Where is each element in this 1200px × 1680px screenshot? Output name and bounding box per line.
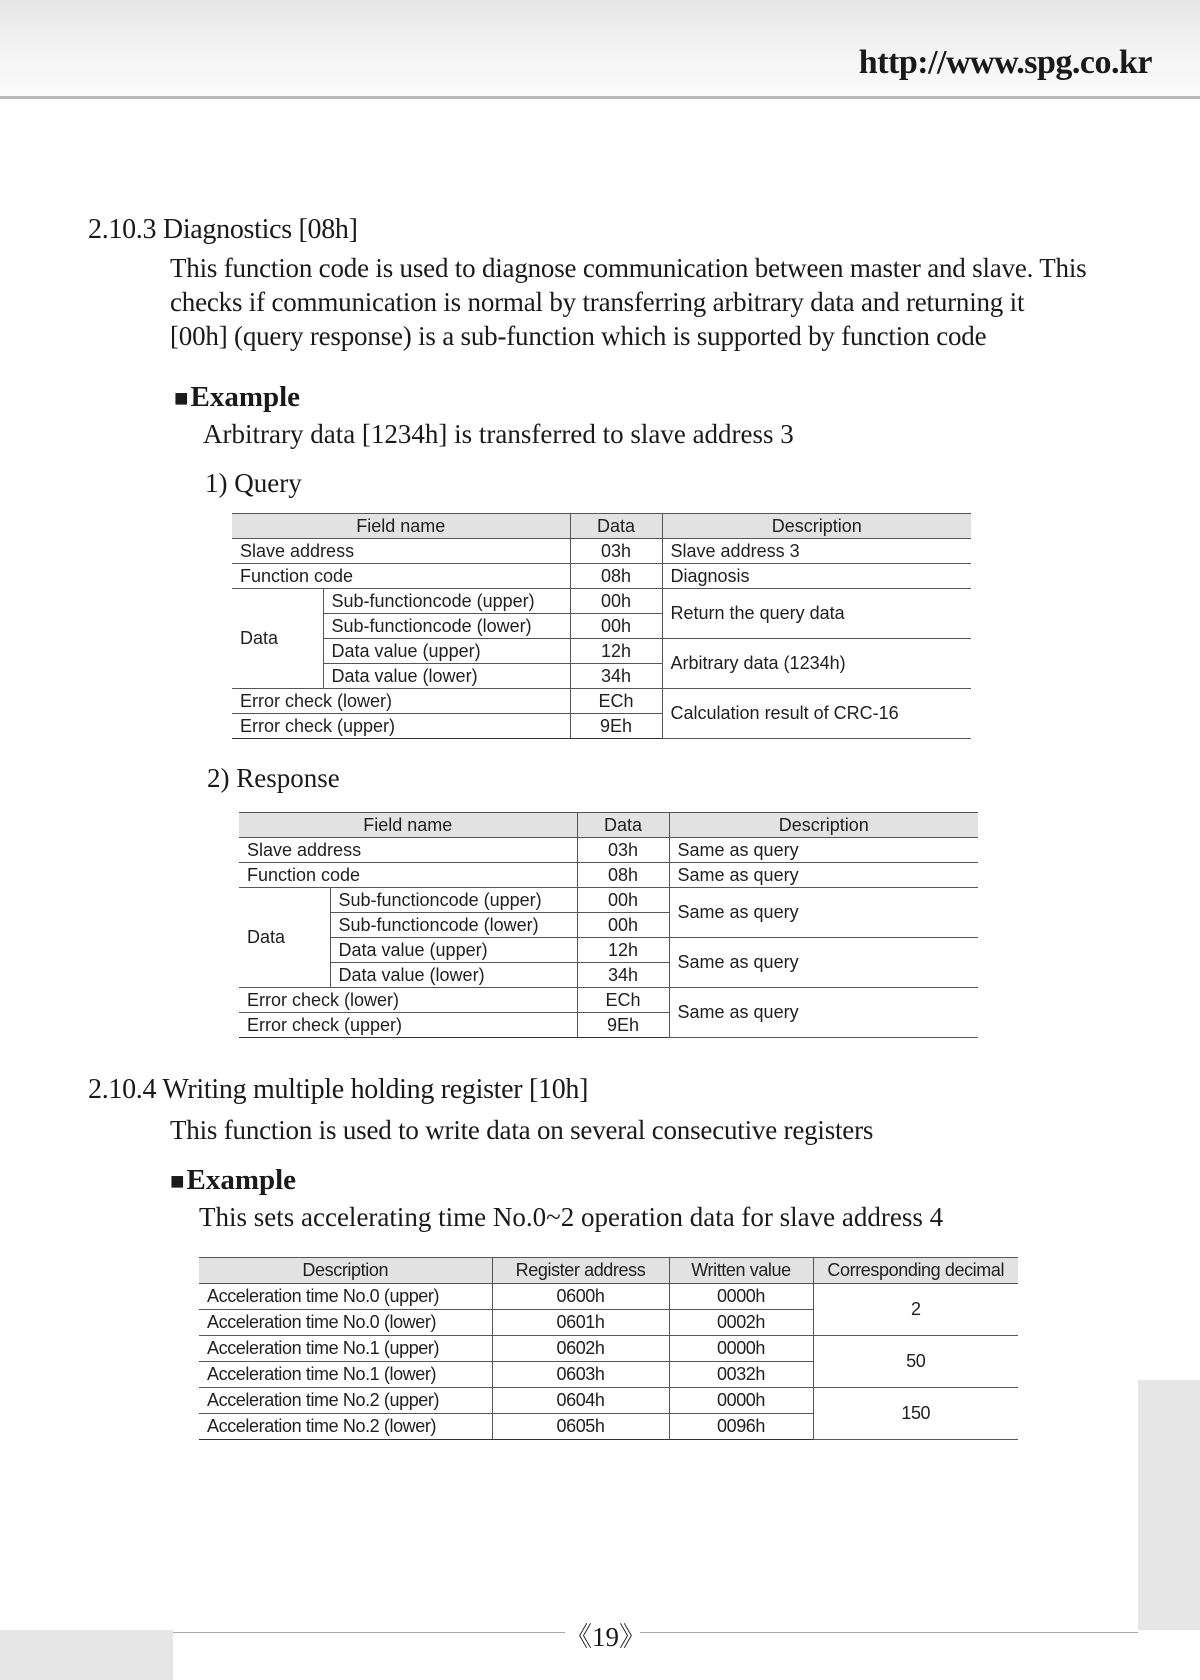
example-text: This sets accelerating time No.0~2 operation data for slave address 4 [199, 1202, 944, 1232]
register-table [199, 1257, 1018, 1440]
response-title: 2) Response [207, 763, 340, 793]
field-cell: Data value (upper) [323, 639, 570, 664]
description-cell: Same as query [669, 863, 978, 888]
description-cell: Acceleration time No.0 (lower) [199, 1310, 492, 1336]
description-cell: Calculation result of CRC-16 [662, 689, 971, 739]
footer-rule [640, 1632, 1138, 1633]
example-label [170, 1164, 296, 1197]
decimal-cell: 50 [813, 1336, 1018, 1388]
website-url: http://www.spg.co.kr [858, 44, 1152, 81]
table-row [199, 1284, 1018, 1310]
table-row [199, 1336, 1018, 1362]
description-cell: Same as query [669, 838, 978, 863]
column-header: Description [662, 514, 971, 539]
section-heading-diagnostics: 2.10.3 Diagnostics [08h] [88, 214, 358, 245]
field-cell: Data value (lower) [323, 664, 570, 689]
page-number: 《19》 [565, 1622, 646, 1652]
register-address-cell: 0600h [492, 1284, 669, 1310]
description-cell: Same as query [669, 988, 978, 1038]
field-cell: Function code [239, 863, 577, 888]
register-address-cell: 0602h [492, 1336, 669, 1362]
field-cell: Sub-functioncode (upper) [330, 888, 577, 913]
table-header-row [199, 1258, 1018, 1284]
written-value-cell: 0000h [669, 1284, 813, 1310]
written-value-cell: 0002h [669, 1310, 813, 1336]
paragraph-line: This function code is used to diagnose communication between master and slave. This [170, 253, 1087, 283]
written-value-cell: 0096h [669, 1414, 813, 1440]
table-row [239, 888, 978, 913]
data-cell: 00h [570, 589, 662, 614]
data-cell: 03h [570, 539, 662, 564]
footer-rule [173, 1632, 565, 1633]
data-cell: 9Eh [577, 1013, 669, 1038]
register-address-cell: 0601h [492, 1310, 669, 1336]
section-heading-writing-registers: 2.10.4 Writing multiple holding register [10h] [88, 1074, 589, 1105]
description-cell: Arbitrary data (1234h) [662, 639, 971, 689]
table-row [232, 539, 971, 564]
data-group-cell: Data [239, 888, 330, 988]
data-group-cell: Data [232, 589, 323, 689]
written-value-cell: 0000h [669, 1336, 813, 1362]
data-cell: ECh [577, 988, 669, 1013]
description-cell: Diagnosis [662, 564, 971, 589]
square-bullet-icon: ■ [174, 386, 189, 412]
data-cell: ECh [570, 689, 662, 714]
field-cell: Error check (lower) [239, 988, 577, 1013]
field-cell: Slave address [232, 539, 570, 564]
field-cell: Error check (upper) [232, 714, 570, 739]
column-header: Description [199, 1258, 492, 1284]
column-header: Description [669, 813, 978, 838]
table-header-row [239, 813, 978, 838]
column-header: Register address [492, 1258, 669, 1284]
table-row [239, 988, 978, 1013]
query-table [232, 513, 971, 739]
description-cell: Acceleration time No.1 (lower) [199, 1362, 492, 1388]
table-row [232, 589, 971, 614]
description-cell: Slave address 3 [662, 539, 971, 564]
data-cell: 34h [577, 963, 669, 988]
description-cell: Acceleration time No.2 (lower) [199, 1414, 492, 1440]
data-cell: 12h [570, 639, 662, 664]
data-cell: 12h [577, 938, 669, 963]
column-header: Corresponding decimal [813, 1258, 1018, 1284]
table-row [232, 689, 971, 714]
table-row [239, 838, 978, 863]
column-header: Data [577, 813, 669, 838]
field-cell: Error check (lower) [232, 689, 570, 714]
query-title: 1) Query [205, 468, 302, 498]
example-text: Arbitrary data [1234h] is transferred to slave address 3 [203, 419, 794, 449]
register-address-cell: 0605h [492, 1414, 669, 1440]
data-cell: 00h [577, 888, 669, 913]
written-value-cell: 0032h [669, 1362, 813, 1388]
paragraph-line: checks if communication is normal by transferring arbitrary data and returning it [170, 287, 1025, 317]
field-cell: Sub-functioncode (upper) [323, 589, 570, 614]
table-row [232, 639, 971, 664]
data-cell: 08h [570, 564, 662, 589]
register-address-cell: 0603h [492, 1362, 669, 1388]
column-header: Field name [232, 514, 570, 539]
example-label [174, 381, 300, 414]
response-table [239, 812, 978, 1038]
field-cell: Sub-functioncode (lower) [330, 913, 577, 938]
side-tab [1138, 1380, 1200, 1630]
description-cell: Same as query [669, 938, 978, 988]
column-header: Written value [669, 1258, 813, 1284]
description-cell: Same as query [669, 888, 978, 938]
diagnostics-description [170, 251, 1086, 353]
data-cell: 34h [570, 664, 662, 689]
data-cell: 03h [577, 838, 669, 863]
square-bullet-icon: ■ [170, 1169, 185, 1195]
data-cell: 9Eh [570, 714, 662, 739]
description-cell: Acceleration time No.2 (upper) [199, 1388, 492, 1414]
column-header: Data [570, 514, 662, 539]
description-cell: Acceleration time No.0 (upper) [199, 1284, 492, 1310]
decimal-cell: 2 [813, 1284, 1018, 1336]
table-row [232, 564, 971, 589]
field-cell: Data value (lower) [330, 963, 577, 988]
data-cell: 00h [570, 614, 662, 639]
data-cell: 00h [577, 913, 669, 938]
field-cell: Error check (upper) [239, 1013, 577, 1038]
field-cell: Sub-functioncode (lower) [323, 614, 570, 639]
data-cell: 08h [577, 863, 669, 888]
table-row [199, 1388, 1018, 1414]
table-header-row [232, 514, 971, 539]
writing-description: This function is used to write data on several consecutive registers [170, 1115, 874, 1145]
field-cell: Slave address [239, 838, 577, 863]
paragraph-line: [00h] (query response) is a sub-function which is supported by function code [170, 321, 987, 351]
decimal-cell: 150 [813, 1388, 1018, 1440]
description-cell: Return the query data [662, 589, 971, 639]
field-cell: Function code [232, 564, 570, 589]
example-label-text: Example [186, 1164, 297, 1196]
footer-block [0, 1630, 173, 1680]
written-value-cell: 0000h [669, 1388, 813, 1414]
example-label-text: Example [190, 381, 301, 413]
field-cell: Data value (upper) [330, 938, 577, 963]
table-row [239, 863, 978, 888]
column-header: Field name [239, 813, 577, 838]
description-cell: Acceleration time No.1 (upper) [199, 1336, 492, 1362]
table-row [239, 938, 978, 963]
register-address-cell: 0604h [492, 1388, 669, 1414]
